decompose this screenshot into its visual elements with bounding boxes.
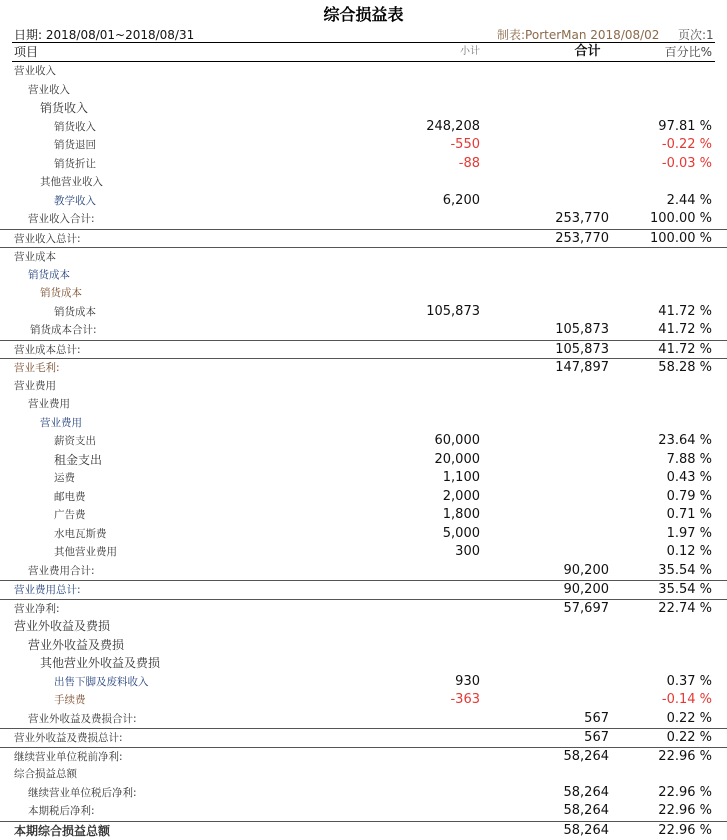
row-percent: 97.81 % (620, 118, 712, 137)
row-percent: 22.96 % (620, 802, 712, 821)
row-subtotal: -363 (380, 691, 480, 710)
row-percent: 0.37 % (620, 673, 712, 692)
table-row (0, 710, 727, 729)
table-row (0, 784, 727, 803)
table-row (0, 62, 727, 81)
row-percent: 41.72 % (620, 321, 712, 340)
row-label: 营业外收益及费损 (28, 636, 124, 655)
row-percent: 7.88 % (620, 451, 712, 470)
date-range: 日期: 2018/08/01~2018/08/31 (14, 26, 194, 43)
table-row (0, 543, 727, 562)
table-row (0, 821, 727, 840)
table-row (0, 173, 727, 192)
table-row (0, 580, 727, 599)
row-label: 销货成本 (40, 284, 82, 303)
table-row (0, 229, 727, 248)
row-label: 营业毛利: (14, 359, 60, 378)
table-row (0, 99, 727, 118)
row-label: 营业费用 (14, 377, 56, 396)
table-row (0, 673, 727, 692)
row-percent: 2.44 % (620, 192, 712, 211)
row-total: 58,264 (510, 784, 609, 803)
row-label: 继续营业单位税前净利: (14, 748, 123, 767)
row-total: 253,770 (510, 230, 609, 249)
row-percent: -0.03 % (620, 155, 712, 174)
table-row (0, 321, 727, 340)
table-row (0, 506, 727, 525)
row-percent: 100.00 % (620, 230, 712, 249)
row-percent: 22.96 % (620, 748, 712, 767)
table-row (0, 728, 727, 747)
row-percent: 22.96 % (620, 822, 712, 840)
row-label: 营业外收益及费损总计: (14, 729, 123, 748)
row-percent: 35.54 % (620, 562, 712, 581)
row-total: 58,264 (510, 748, 609, 767)
table-row (0, 395, 727, 414)
row-total: 105,873 (510, 341, 609, 360)
table-row (0, 617, 727, 636)
row-label: 销货退回 (54, 136, 96, 155)
table-row (0, 747, 727, 766)
row-label: 其他营业费用 (54, 543, 117, 562)
table-row (0, 136, 727, 155)
table-row (0, 802, 727, 821)
column-header-item: 项目 (14, 44, 38, 60)
row-subtotal: 6,200 (380, 192, 480, 211)
row-label: 其他营业收入 (40, 173, 103, 192)
table-row (0, 654, 727, 673)
row-percent: 100.00 % (620, 210, 712, 229)
row-label: 销货成本合计: (30, 321, 97, 340)
row-total: 58,264 (510, 802, 609, 821)
row-percent: -0.14 % (620, 691, 712, 710)
column-header-subtotal: 小计 (380, 44, 480, 60)
row-percent: 0.71 % (620, 506, 712, 525)
row-label: 营业成本总计: (14, 341, 81, 360)
table-row (0, 118, 727, 137)
row-percent: 41.72 % (620, 341, 712, 360)
row-label: 销货成本 (28, 266, 70, 285)
row-percent: 22.96 % (620, 784, 712, 803)
table-row (0, 691, 727, 710)
row-label: 本期税后净利: (28, 802, 95, 821)
row-percent: 0.12 % (620, 543, 712, 562)
row-total: 567 (510, 710, 609, 729)
table-row (0, 81, 727, 100)
row-label: 销货收入 (40, 99, 88, 118)
row-label: 营业外收益及费损 (14, 617, 110, 636)
table-row (0, 247, 727, 266)
table-row (0, 303, 727, 322)
row-label: 运费 (54, 469, 75, 488)
row-total: 105,873 (510, 321, 609, 340)
row-label: 出售下脚及废料收入 (54, 673, 149, 692)
table-row (0, 525, 727, 544)
row-subtotal: 1,100 (380, 469, 480, 488)
row-percent: 0.22 % (620, 710, 712, 729)
row-subtotal: 105,873 (380, 303, 480, 322)
table-row (0, 155, 727, 174)
column-header-total: 合计 (540, 44, 635, 60)
table-row (0, 377, 727, 396)
row-total: 57,697 (510, 600, 609, 619)
table-row (0, 266, 727, 285)
row-label: 薪资支出 (54, 432, 96, 451)
row-percent: 1.97 % (620, 525, 712, 544)
table-row (0, 636, 727, 655)
row-label: 手续费 (54, 691, 86, 710)
report-maker: 制表:PorterMan 2018/08/02 (497, 26, 659, 43)
row-subtotal: 60,000 (380, 432, 480, 451)
row-label: 水电瓦斯费 (54, 525, 107, 544)
row-percent: 0.22 % (620, 729, 712, 748)
row-total: 58,264 (510, 822, 609, 840)
row-subtotal: 5,000 (380, 525, 480, 544)
report-title: 综合损益表 (0, 2, 727, 25)
row-label: 其他营业外收益及费损 (40, 654, 160, 673)
row-total: 90,200 (510, 581, 609, 600)
row-percent: 35.54 % (620, 581, 712, 600)
row-label: 教学收入 (54, 192, 96, 211)
row-label: 营业费用 (40, 414, 82, 433)
row-label: 营业收入总计: (14, 230, 81, 249)
table-row (0, 599, 727, 618)
row-label: 本期综合损益总额 (14, 822, 110, 840)
table-row (0, 432, 727, 451)
row-percent: 41.72 % (620, 303, 712, 322)
row-label: 销货成本 (54, 303, 96, 322)
row-percent: 0.79 % (620, 488, 712, 507)
row-label: 营业费用总计: (14, 581, 81, 600)
row-subtotal: -88 (380, 155, 480, 174)
row-subtotal: 20,000 (380, 451, 480, 470)
row-subtotal: 300 (380, 543, 480, 562)
table-row (0, 358, 727, 377)
table-row (0, 192, 727, 211)
row-total: 253,770 (510, 210, 609, 229)
table-row (0, 469, 727, 488)
row-label: 广告费 (54, 506, 86, 525)
row-label: 继续营业单位税后净利: (28, 784, 137, 803)
row-label: 销货折让 (54, 155, 96, 174)
table-row (0, 765, 727, 784)
row-label: 营业费用合计: (28, 562, 95, 581)
row-label: 营业费用 (28, 395, 70, 414)
row-label: 租金支出 (54, 451, 102, 470)
table-row (0, 451, 727, 470)
row-total: 90,200 (510, 562, 609, 581)
row-label: 营业成本 (14, 248, 56, 267)
row-percent: -0.22 % (620, 136, 712, 155)
row-subtotal: 2,000 (380, 488, 480, 507)
row-label: 邮电费 (54, 488, 86, 507)
row-percent: 23.64 % (620, 432, 712, 451)
row-percent: 22.74 % (620, 600, 712, 619)
row-label: 营业收入 (14, 62, 56, 81)
row-percent: 0.43 % (620, 469, 712, 488)
table-row (0, 488, 727, 507)
row-label: 营业收入合计: (28, 210, 95, 229)
table-row (0, 340, 727, 359)
table-row (0, 562, 727, 581)
row-label: 营业净利: (14, 600, 60, 619)
row-label: 销货收入 (54, 118, 96, 137)
row-label: 营业收入 (28, 81, 70, 100)
row-subtotal: 930 (380, 673, 480, 692)
column-header-percent: 百分比% (620, 44, 712, 60)
table-row (0, 284, 727, 303)
row-label: 营业外收益及费损合计: (28, 710, 137, 729)
row-subtotal: 248,208 (380, 118, 480, 137)
row-subtotal: -550 (380, 136, 480, 155)
row-subtotal: 1,800 (380, 506, 480, 525)
row-label: 综合损益总额 (14, 765, 77, 784)
header-divider (12, 42, 715, 43)
table-row (0, 414, 727, 433)
row-total: 567 (510, 729, 609, 748)
page-number: 页次:1 (678, 26, 714, 43)
table-row (0, 210, 727, 229)
row-percent: 58.28 % (620, 359, 712, 378)
report-table (0, 62, 727, 839)
row-total: 147,897 (510, 359, 609, 378)
